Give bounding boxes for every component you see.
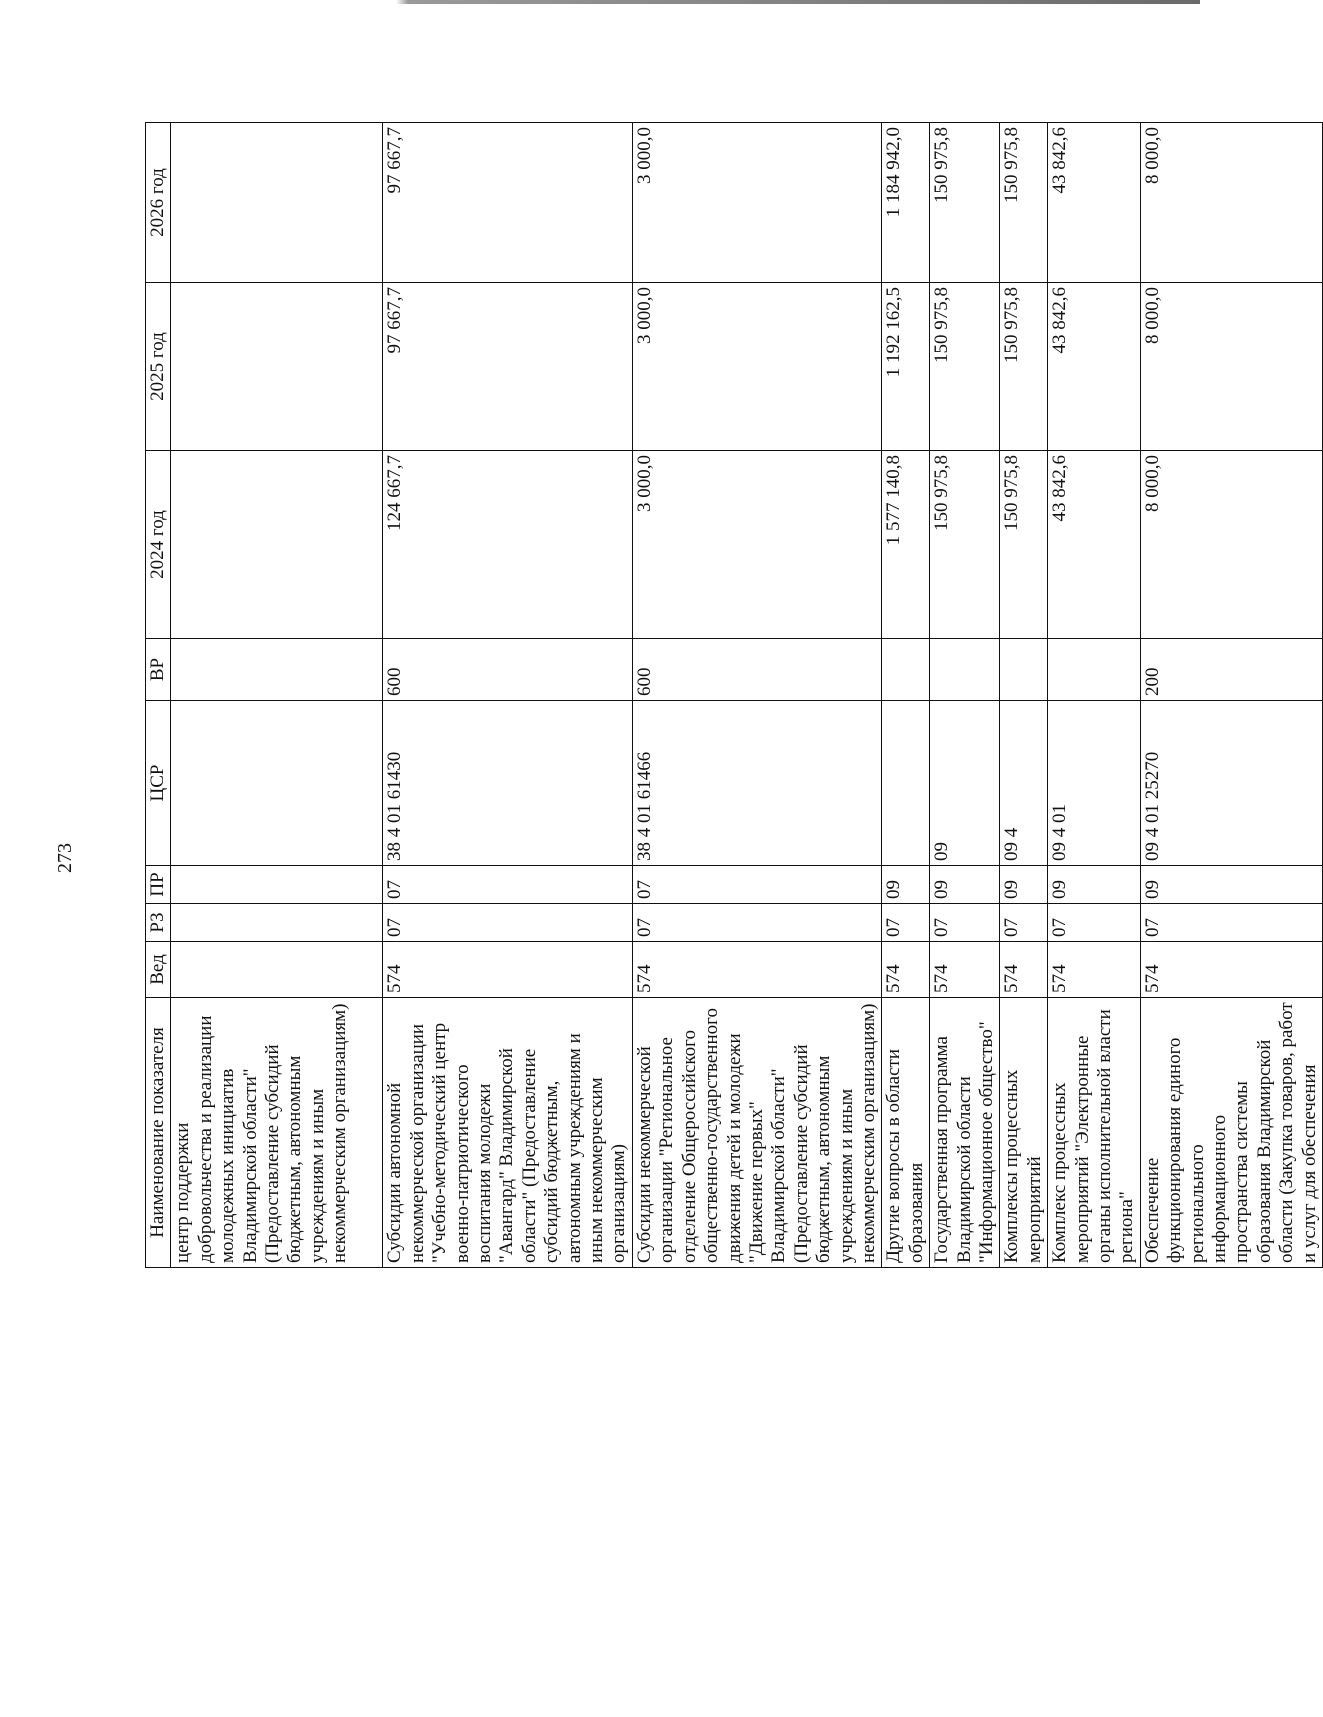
page-number: 273: [54, 843, 76, 873]
cell-2024: 1 577 140,8: [882, 451, 930, 639]
cell-2024: [171, 451, 383, 639]
cell-ved: 574: [1000, 942, 1048, 998]
cell-name: Субсидии автономной некоммерческой организации "Учебно-методический центр военно-патриотического воспитания молодежи "Авангард" Владимирской области" (Предоставление субсидий бюджетным, автономным учреждениям и иным некоммерческим организациям): [383, 998, 632, 1268]
cell-pr: [171, 866, 383, 904]
cell-2025: 43 842,6: [1048, 283, 1141, 451]
header-ved: Вед: [146, 942, 171, 998]
cell-vr: [882, 639, 930, 701]
cell-2025: 8 000,0: [1140, 283, 1322, 451]
table-row: [383, 123, 632, 1268]
scan-edge-shadow: [0, 0, 1200, 4]
cell-csr: 09: [930, 701, 1000, 866]
table-row: [1000, 123, 1048, 1268]
cell-ved: [171, 942, 383, 998]
cell-2024: 3 000,0: [632, 451, 881, 639]
cell-2025: [171, 283, 383, 451]
header-vr: ВР: [146, 639, 171, 701]
header-csr: ЦСР: [146, 701, 171, 866]
cell-name: Комплексы процессных мероприятий: [1000, 998, 1048, 1268]
cell-2026: 8 000,0: [1140, 123, 1322, 283]
cell-pr: 09: [1140, 866, 1322, 904]
cell-name: центр поддержки добровольчества и реализации молодежных инициатив Владимирской области" (Предоставление субсидий бюджетным, автономным учреждениям и иным некоммерческим организациям): [171, 998, 383, 1268]
header-rz: РЗ: [146, 904, 171, 942]
cell-2024: 150 975,8: [1000, 451, 1048, 639]
cell-vr: [1048, 639, 1141, 701]
cell-pr: 09: [1048, 866, 1141, 904]
header-name: Наименование показателя: [146, 998, 171, 1268]
cell-2026: 150 975,8: [930, 123, 1000, 283]
cell-rz: 07: [1140, 904, 1322, 942]
cell-ved: 574: [882, 942, 930, 998]
cell-name: Государственная программа Владимирской области "Информационное общество": [930, 998, 1000, 1268]
cell-pr: 09: [1000, 866, 1048, 904]
cell-2024: 124 667,7: [383, 451, 632, 639]
rotated-table-frame: [145, 123, 1320, 1268]
cell-csr: 09 4: [1000, 701, 1048, 866]
table-row: [1048, 123, 1141, 1268]
cell-ved: 574: [383, 942, 632, 998]
cell-2026: 97 667,7: [383, 123, 632, 283]
cell-2025: 150 975,8: [1000, 283, 1048, 451]
cell-2024: 8 000,0: [1140, 451, 1322, 639]
table-row: [882, 123, 930, 1268]
cell-rz: 07: [930, 904, 1000, 942]
cell-2025: 97 667,7: [383, 283, 632, 451]
cell-csr: 09 4 01: [1048, 701, 1141, 866]
cell-vr: [1000, 639, 1048, 701]
cell-name: Другие вопросы в области образования: [882, 998, 930, 1268]
cell-2026: 150 975,8: [1000, 123, 1048, 283]
cell-pr: 07: [632, 866, 881, 904]
table-row: [632, 123, 881, 1268]
cell-rz: 07: [882, 904, 930, 942]
cell-2024: 150 975,8: [930, 451, 1000, 639]
header-2026: 2026 год: [146, 123, 171, 283]
cell-csr: 09 4 01 25270: [1140, 701, 1322, 866]
cell-vr: [171, 639, 383, 701]
cell-rz: 07: [632, 904, 881, 942]
cell-pr: 07: [383, 866, 632, 904]
cell-csr: 38 4 01 61430: [383, 701, 632, 866]
table-row: [171, 123, 383, 1268]
cell-name: Обеспечение функционирования единого регионального информационного пространства системы образования Владимирской области (Закупка товаров, работ и услуг для обеспечения: [1140, 998, 1322, 1268]
budget-table: [145, 122, 1323, 1268]
cell-2026: 43 842,6: [1048, 123, 1141, 283]
cell-ved: 574: [1140, 942, 1322, 998]
cell-vr: 200: [1140, 639, 1322, 701]
cell-csr: [171, 701, 383, 866]
header-2025: 2025 год: [146, 283, 171, 451]
cell-ved: 574: [632, 942, 881, 998]
table-row: [1140, 123, 1322, 1268]
cell-ved: 574: [1048, 942, 1141, 998]
cell-ved: 574: [930, 942, 1000, 998]
header-pr: ПР: [146, 866, 171, 904]
cell-2025: 1 192 162,5: [882, 283, 930, 451]
cell-2025: 3 000,0: [632, 283, 881, 451]
cell-rz: [171, 904, 383, 942]
cell-2026: 1 184 942,0: [882, 123, 930, 283]
table-row: [930, 123, 1000, 1268]
cell-rz: 07: [1048, 904, 1141, 942]
header-row: [146, 123, 171, 1268]
cell-rz: 07: [1000, 904, 1048, 942]
cell-rz: 07: [383, 904, 632, 942]
cell-csr: [882, 701, 930, 866]
cell-vr: [930, 639, 1000, 701]
cell-vr: 600: [383, 639, 632, 701]
cell-name: Комплекс процессных мероприятий "Электронные органы исполнительной власти региона": [1048, 998, 1141, 1268]
cell-2024: 43 842,6: [1048, 451, 1141, 639]
cell-vr: 600: [632, 639, 881, 701]
cell-name: Субсидии некоммерческой организации "Региональное отделение Общероссийского общественно-государственного движения детей и молодежи "Движение первых" Владимирской области" (Предоставление субсидий бюджетным, автономным учреждениям и иным некоммерческим организациям): [632, 998, 881, 1268]
cell-2026: [171, 123, 383, 283]
cell-2026: 3 000,0: [632, 123, 881, 283]
header-2024: 2024 год: [146, 451, 171, 639]
cell-csr: 38 4 01 61466: [632, 701, 881, 866]
cell-2025: 150 975,8: [930, 283, 1000, 451]
cell-pr: 09: [882, 866, 930, 904]
cell-pr: 09: [930, 866, 1000, 904]
